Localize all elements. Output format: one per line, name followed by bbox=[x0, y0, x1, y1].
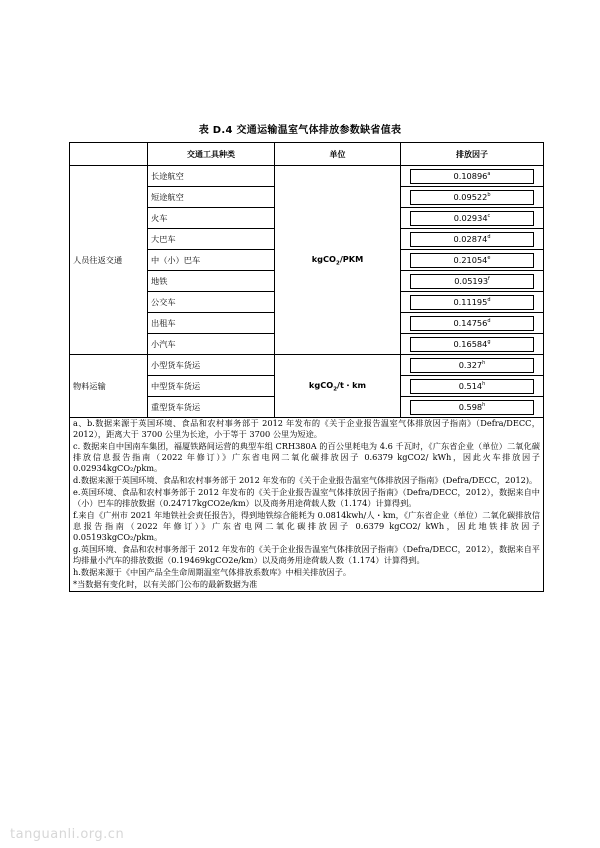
header-vehicle-type: 交通工具种类 bbox=[148, 143, 275, 166]
note-h: h.数据来源于《中国产品全生命周期温室气体排放系数库》中相关排放因子。 bbox=[73, 567, 352, 577]
vehicle-cell: 地铁 bbox=[148, 271, 275, 292]
factor-cell: 0.02874$^d$ bbox=[401, 229, 544, 250]
vehicle-cell: 重型货车货运 bbox=[148, 397, 275, 418]
factor-cell: 0.02934$^c$ bbox=[401, 208, 544, 229]
vehicle-cell: 小汽车 bbox=[148, 334, 275, 355]
table-header-row bbox=[70, 143, 544, 166]
factor-cell: 0.598$^h$ bbox=[401, 397, 544, 418]
table-row bbox=[70, 355, 544, 376]
vehicle-cell: 出租车 bbox=[148, 313, 275, 334]
factor-cell: 0.05193$^f$ bbox=[401, 271, 544, 292]
note-ab: a、b.数据来源于英国环境、食品和农村事务部于 2012 年发布的《关于企业报告温室气体排放因子指南》（Defra/DECC，2012），距离大于 3700 公里为长途，小于等于 3700 公里为短途。 bbox=[73, 418, 540, 439]
note-e: e.英国环境、食品和农村事务部于 2012 年发布的《关于企业报告温室气体排放因子指南》（Defra/DECC，2012），数据来自中（小）巴车的排放数据（0.24717kgCO2e/km）以及商务用途荷载人数（1.174）计算得到。 bbox=[73, 487, 540, 508]
note-update: *当数据有变化时，以有关部门公布的最新数据为准 bbox=[73, 579, 258, 589]
factor-cell: 0.09522$^b$ bbox=[401, 187, 544, 208]
vehicle-cell: 小型货车货运 bbox=[148, 355, 275, 376]
factor-cell: 0.514$^h$ bbox=[401, 376, 544, 397]
emission-factor-table bbox=[69, 142, 544, 592]
note-f: f.来自《广州市 2021 年地铁社会责任报告》，得到地铁综合能耗为 0.0814kwh/人・km，《广东省企业（单位）二氧化碳排放信息报告指南（2022 年修订）》广东省电网二氧化碳排放因子 0.6379 kgCO2/ kWh，因此地铁排放因子 0.05193kgCO₂/pkm。 bbox=[73, 510, 540, 542]
factor-cell: 0.327$^h$ bbox=[401, 355, 544, 376]
header-factor: 排放因子 bbox=[401, 143, 544, 166]
note-d: d.数据来源于英国环境、食品和农村事务部于 2012 年发布的《关于企业报告温室气体排放因子指南》(Defra/DECC，2012)。 bbox=[73, 475, 538, 485]
watermark: tanguanli.org.cn bbox=[10, 827, 125, 842]
note-g: g.英国环境、食品和农村事务部于 2012 年发布的《关于企业报告温室气体排放因子指南》（Defra/DECC，2012），数据来自平均排量小汽车的排放数据（0.19469kgCO2e/km）以及商务用途荷载人数（1.174）计算得到。 bbox=[73, 544, 540, 565]
header-unit: 单位 bbox=[275, 143, 401, 166]
notes-row bbox=[70, 418, 544, 592]
vehicle-cell: 大巴车 bbox=[148, 229, 275, 250]
vehicle-cell: 火车 bbox=[148, 208, 275, 229]
header-blank-cell bbox=[70, 143, 148, 166]
table-caption: 表 D.4 交通运输温室气体排放参数缺省值表 bbox=[198, 125, 402, 136]
factor-cell: 0.10896$^a$ bbox=[401, 166, 544, 187]
vehicle-cell: 短途航空 bbox=[148, 187, 275, 208]
category-cell-freight: 物料运输 bbox=[70, 355, 148, 418]
category-cell-passenger: 人员往返交通 bbox=[70, 166, 148, 355]
note-c: c. 数据来自中国南车集团，福厦铁路间运营的典型车组 CRH380A 的百公里耗电为 4.6 千瓦时，《广东省企业（单位）二氧化碳排放信息报告指南（2022 年修订）》广东省电网二氧化碳排放因子 0.6379 kgCO2/ kWh，因此火车排放因子 0.02934kgCO₂/pkm。 bbox=[73, 441, 540, 473]
factor-cell: 0.14756$^d$ bbox=[401, 313, 544, 334]
factor-cell: 0.11195$^d$ bbox=[401, 292, 544, 313]
factor-cell: 0.16584$^g$ bbox=[401, 334, 544, 355]
notes-cell bbox=[70, 418, 544, 592]
vehicle-cell: 中（小）巴车 bbox=[148, 250, 275, 271]
vehicle-cell: 长途航空 bbox=[148, 166, 275, 187]
unit-cell-passenger: kgCO$_2$/PKM bbox=[275, 166, 401, 355]
vehicle-cell: 公交车 bbox=[148, 292, 275, 313]
table-row bbox=[70, 166, 544, 187]
factor-cell: 0.21054e bbox=[401, 250, 544, 271]
vehicle-cell: 中型货车货运 bbox=[148, 376, 275, 397]
unit-cell-freight: kgCO$_2$/t・km bbox=[275, 355, 401, 418]
